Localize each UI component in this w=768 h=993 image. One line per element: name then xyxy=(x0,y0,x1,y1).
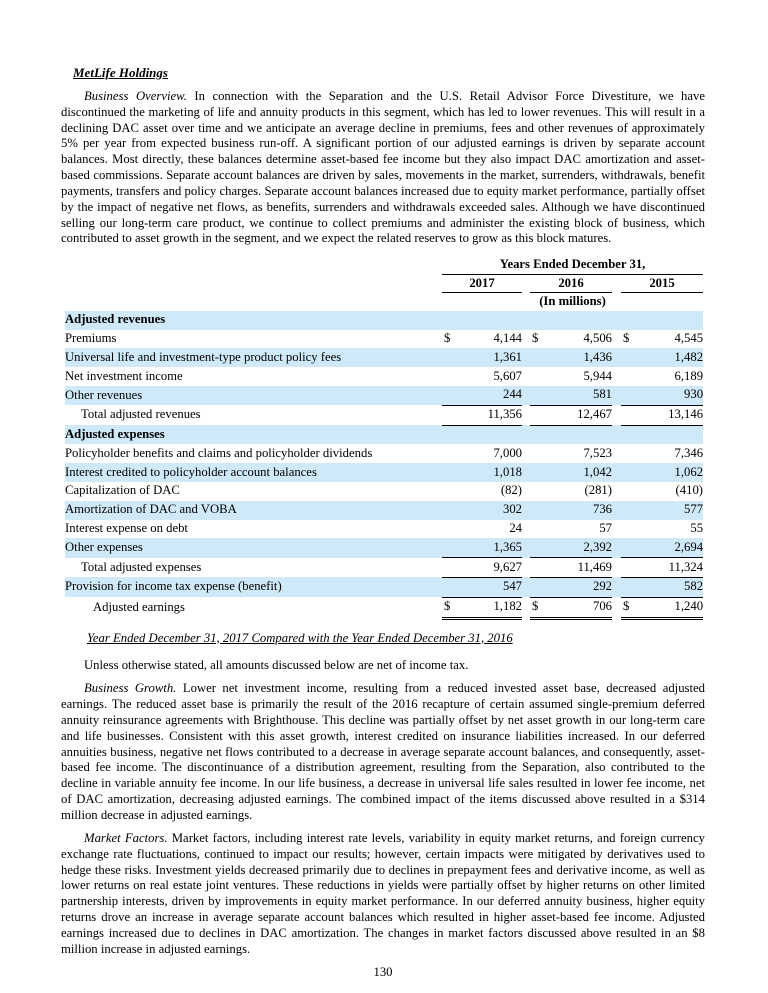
column-gap xyxy=(522,463,530,482)
years-ended-label: Years Ended December 31, xyxy=(442,256,703,274)
value-text: 1,240 xyxy=(674,599,704,614)
value-text: 1,018 xyxy=(493,464,522,479)
row-label: Adjusted revenues xyxy=(65,312,166,327)
column-gap xyxy=(612,577,621,597)
header-gap xyxy=(612,274,621,293)
value-text: 7,523 xyxy=(583,445,612,460)
value-cell xyxy=(530,444,612,463)
header-spacer xyxy=(65,274,442,293)
table-row xyxy=(65,367,703,386)
header-spacer xyxy=(65,293,442,311)
value-cell xyxy=(442,597,522,618)
value-text: 292 xyxy=(592,579,612,594)
row-label: Other revenues xyxy=(65,387,143,402)
column-gap xyxy=(612,597,621,618)
value-cell xyxy=(621,367,703,386)
value-cell xyxy=(530,538,612,557)
table-row xyxy=(65,597,703,618)
column-gap xyxy=(522,577,530,597)
column-gap xyxy=(612,520,621,539)
value-text: 7,000 xyxy=(493,445,522,460)
table-header xyxy=(65,256,703,311)
column-header-2017: 2017 xyxy=(442,274,522,293)
column-gap xyxy=(612,367,621,386)
table-row xyxy=(65,482,703,501)
column-gap xyxy=(522,444,530,463)
column-gap xyxy=(612,482,621,501)
table-row xyxy=(65,558,703,578)
value-cell xyxy=(621,405,703,425)
value-cell xyxy=(442,577,522,597)
value-cell xyxy=(442,538,522,557)
table-header-row-years xyxy=(65,274,703,293)
value-cell xyxy=(621,330,703,349)
column-gap xyxy=(522,330,530,349)
value-text: 736 xyxy=(592,502,612,517)
value-text: 55 xyxy=(690,521,704,536)
column-header-2016: 2016 xyxy=(530,274,612,293)
value-text: (82) xyxy=(500,483,522,498)
value-cell xyxy=(442,330,522,349)
dollar-sign: $ xyxy=(444,599,451,614)
table-row xyxy=(65,501,703,520)
market-factors-lead: Market Factors. xyxy=(84,830,168,845)
value-cell xyxy=(621,577,703,597)
row-label: Other expenses xyxy=(65,540,143,555)
value-cell xyxy=(621,463,703,482)
value-text: 582 xyxy=(684,579,704,594)
table-row xyxy=(65,520,703,539)
row-label: Provision for income tax expense (benefit) xyxy=(65,579,282,594)
value-text: 4,545 xyxy=(674,331,704,346)
table-row xyxy=(65,463,703,482)
value-cell xyxy=(530,597,612,618)
table-row xyxy=(65,425,703,444)
column-gap xyxy=(522,386,530,405)
column-gap xyxy=(522,538,530,557)
value-cell xyxy=(621,386,703,405)
value-cell xyxy=(621,348,703,367)
column-gap xyxy=(522,348,530,367)
row-label: Total adjusted expenses xyxy=(81,559,202,574)
value-text: 1,062 xyxy=(674,464,704,479)
page-number: 130 xyxy=(373,964,393,979)
table-header-row-period xyxy=(65,256,703,274)
units-label: (In millions) xyxy=(539,294,606,309)
dollar-sign: $ xyxy=(623,331,630,346)
value-cell xyxy=(530,330,612,349)
value-text: 302 xyxy=(502,502,522,517)
row-label: Policyholder benefits and claims and policyholder dividends xyxy=(65,445,373,460)
value-cell xyxy=(442,520,522,539)
year-comparison-heading: Year Ended December 31, 2017 Compared with the Year Ended December 31, 2016 xyxy=(87,630,513,645)
row-label: Net investment income xyxy=(65,368,183,383)
column-header-2015: 2015 xyxy=(621,274,703,293)
value-cell xyxy=(530,405,612,425)
business-overview-lead: Business Overview. xyxy=(84,88,187,103)
column-gap xyxy=(522,367,530,386)
column-gap xyxy=(612,558,621,578)
value-text: 11,356 xyxy=(487,407,522,422)
value-cell xyxy=(530,558,612,578)
value-text: 581 xyxy=(592,387,612,402)
table-row xyxy=(65,348,703,367)
value-text: 706 xyxy=(592,599,612,614)
column-gap xyxy=(612,444,621,463)
value-cell xyxy=(442,482,522,501)
value-cell xyxy=(442,386,522,405)
adjusted-earnings-table xyxy=(65,256,703,619)
row-label: Interest credited to policyholder account balances xyxy=(65,464,317,479)
value-cell xyxy=(621,444,703,463)
value-cell xyxy=(442,463,522,482)
value-cell xyxy=(621,558,703,578)
dollar-sign: $ xyxy=(532,599,539,614)
value-cell xyxy=(621,482,703,501)
value-text: (410) xyxy=(675,483,704,498)
value-text: (281) xyxy=(584,483,612,498)
value-text: 577 xyxy=(684,502,704,517)
row-label: Universal life and investment-type product policy fees xyxy=(65,349,342,364)
value-cell xyxy=(530,520,612,539)
value-text: 57 xyxy=(599,521,612,536)
value-cell xyxy=(621,597,703,618)
column-gap xyxy=(612,386,621,405)
value-cell xyxy=(530,577,612,597)
value-text: 930 xyxy=(684,387,704,402)
column-gap xyxy=(522,558,530,578)
header-gap xyxy=(522,274,530,293)
table-row xyxy=(65,577,703,597)
value-cell xyxy=(442,501,522,520)
business-growth-paragraph xyxy=(61,681,705,824)
value-cell xyxy=(442,348,522,367)
value-cell xyxy=(530,501,612,520)
value-cell xyxy=(442,444,522,463)
row-label: Total adjusted revenues xyxy=(81,407,201,422)
value-text: 2,392 xyxy=(583,539,612,554)
value-cell xyxy=(621,520,703,539)
row-label: Interest expense on debt xyxy=(65,521,188,536)
column-gap xyxy=(522,482,530,501)
table-row xyxy=(65,444,703,463)
value-text: 244 xyxy=(502,387,522,402)
value-text: 9,627 xyxy=(493,559,522,574)
value-text: 4,144 xyxy=(493,331,522,346)
table-row xyxy=(65,538,703,557)
row-label: Capitalization of DAC xyxy=(65,483,180,498)
business-overview-text: In connection with the Separation and the U.S. Retail Advisor Force Divestiture, we have discontinued the marketing of life and annuity products in this segment, which has led to lower revenues. This will result in a declining DAC asset over time and we anticipate an average decline in premiums, fees and other revenues of approximately 5% per year from expected business run-off. A significant portion of our adjusted earnings is driven by separate account balances. Most directly, these balances determine asset-based fee income but they also impact DAC amortization and asset-based commissions. Separate account balances are driven by sales, movements in the market, surrenders, withdrawals, benefit payments, transfers and policy charges. Separate account balances increased due to equity market performance, partially offset by the impact of negative net flows, as benefits, surrenders and withdrawals exceeded sales. Although we have discontinued selling our long-term care product, we continue to collect premiums and administer the existing block of business, which contributed to asset growth in the segment, and we expect the related reserves to grow as this block matures. xyxy=(61,88,705,246)
value-cell xyxy=(530,386,612,405)
row-label: Premiums xyxy=(65,331,117,346)
value-text: 1,182 xyxy=(493,599,522,614)
row-label: Adjusted expenses xyxy=(65,427,165,442)
value-cell xyxy=(442,558,522,578)
value-cell xyxy=(621,538,703,557)
market-factors-paragraph xyxy=(61,831,705,958)
value-cell xyxy=(530,348,612,367)
value-text: 11,324 xyxy=(668,559,704,574)
table-row xyxy=(65,330,703,349)
row-label: Amortization of DAC and VOBA xyxy=(65,502,237,517)
column-gap xyxy=(612,405,621,425)
value-text: 1,042 xyxy=(583,464,612,479)
value-text: 12,467 xyxy=(577,407,612,422)
dollar-sign: $ xyxy=(532,331,539,346)
tax-note-paragraph: Unless otherwise stated, all amounts discussed below are net of income tax. xyxy=(84,658,469,673)
value-text: 7,346 xyxy=(674,445,704,460)
dollar-sign: $ xyxy=(444,331,451,346)
business-overview-paragraph xyxy=(61,89,705,247)
column-gap xyxy=(612,330,621,349)
value-text: 1,365 xyxy=(493,539,522,554)
value-cell xyxy=(530,367,612,386)
value-cell xyxy=(530,463,612,482)
column-gap xyxy=(522,501,530,520)
business-growth-lead: Business Growth. xyxy=(84,681,177,696)
column-gap xyxy=(522,520,530,539)
value-cell xyxy=(621,501,703,520)
value-text: 11,469 xyxy=(577,559,612,574)
table-row xyxy=(65,311,703,330)
table-row xyxy=(65,405,703,425)
header-spacer xyxy=(65,256,442,274)
value-cell xyxy=(442,405,522,425)
value-text: 5,944 xyxy=(583,368,612,383)
table-header-row-units xyxy=(65,293,703,311)
value-text: 4,506 xyxy=(583,331,612,346)
business-growth-text: Lower net investment income, resulting from a reduced invested asset base, decreased adjusted earnings. The reduced asset base is primarily the result of the 2016 recapture of certain assumed single-premium deferred annuity reinsurance agreements with Brighthouse. This decline was partially offset by net asset growth in our long-term care and life businesses. Consistent with this asset growth, interest credited on insurance liabilities increased. In our deferred annuities business, negative net flows contributed to a decrease in average separate account balances, and consequently, asset-based fee income. The discontinuance of a distribution agreement, resulting from the Separation, also contributed to the decline in variable annuity fee income. In our life business, a decrease in universal life sales resulted in lower fee income, net of DAC amortization, decreasing adjusted earnings. The combined impact of the items discussed above resulted in a $314 million decrease in adjusted earnings. xyxy=(61,681,705,822)
value-text: 24 xyxy=(509,521,522,536)
financial-table-body xyxy=(65,311,703,618)
row-label: Adjusted earnings xyxy=(93,599,185,614)
value-text: 547 xyxy=(502,579,522,594)
value-cell xyxy=(442,367,522,386)
value-text: 13,146 xyxy=(668,407,704,422)
column-gap xyxy=(522,597,530,618)
value-text: 2,694 xyxy=(674,539,704,554)
column-gap xyxy=(612,538,621,557)
value-cell xyxy=(530,482,612,501)
column-gap xyxy=(522,405,530,425)
value-text: 1,482 xyxy=(674,349,704,364)
table-row xyxy=(65,386,703,405)
value-text: 1,361 xyxy=(493,349,522,364)
column-gap xyxy=(612,348,621,367)
column-gap xyxy=(612,501,621,520)
value-text: 5,607 xyxy=(493,368,522,383)
segment-title: MetLife Holdings xyxy=(73,65,168,80)
dollar-sign: $ xyxy=(623,599,630,614)
column-gap xyxy=(612,463,621,482)
value-text: 1,436 xyxy=(583,349,612,364)
market-factors-text: Market factors, including interest rate levels, variability in equity market returns, and foreign currency exchange rate fluctuations, continued to impact our results; however, certain impacts were mitigated by derivatives used to hedge these risks. Investment yields decreased primarily due to declines in prepayment fees and derivative income, as well as lower returns on real estate joint ventures. These reductions in yields were partially offset by higher returns on other limited partnership interests, driven by improvements in equity market performance. In our deferred annuity business, higher equity returns drove an increase in average separate account balances which resulted in higher asset-based fee income. Adjusted earnings increased due to declines in DAC amortization. The changes in market factors discussed above resulted in an $8 million increase in adjusted earnings. xyxy=(61,830,706,956)
value-text: 6,189 xyxy=(674,368,704,383)
